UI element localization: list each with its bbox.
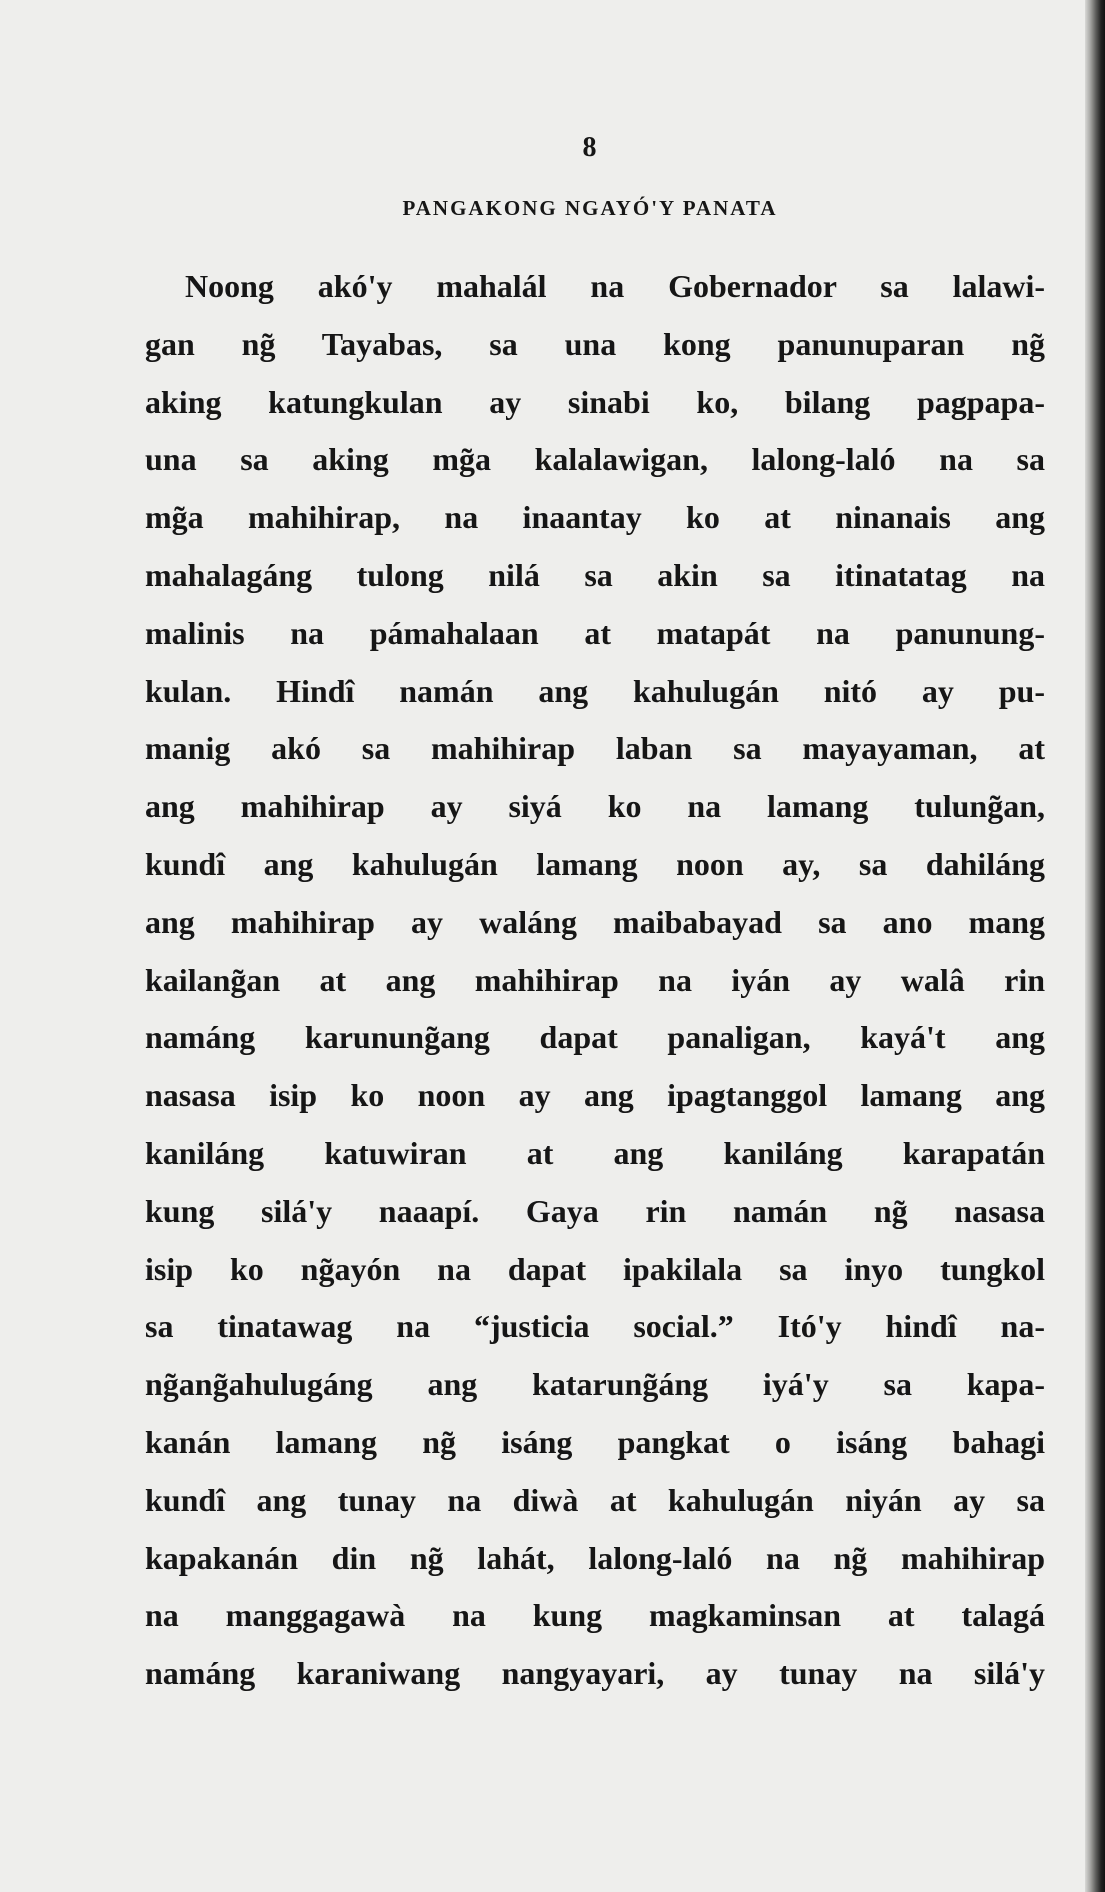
text-line: namáng karaniwang nangyayari, ay tunay na silá'y [145,1655,1045,1692]
text-line: manig akó sa mahihirap laban sa mayayaman, at [145,730,1045,767]
text-line: gan ng̃ Tayabas, sa una kong panunuparan ng̃ [145,325,1045,362]
text-line: aking katungkulan ay sinabi ko, bilang pagpapa- [145,383,1045,420]
text-line: kapakanán din ng̃ lahát, lalong-laló na ng̃ mahihirap [145,1539,1045,1576]
page-binding-edge [1085,0,1105,1892]
text-line: malinis na pámahalaan at matapát na panunung- [145,614,1045,651]
text-line: kailang̃an at ang mahihirap na iyán ay walâ rin [145,961,1045,998]
text-line: kundî ang tunay na diwà at kahulugán niyán ay sa [145,1481,1045,1518]
body-paragraph [145,258,1045,1703]
text-line: kaniláng katuwiran at ang kaniláng karapatán [145,1134,1045,1171]
text-line: kung silá'y naaapí. Gaya rin namán ng̃ nasasa [145,1192,1045,1229]
text-line: namáng karunung̃ang dapat panaligan, kayá't ang [145,1019,1045,1056]
text-line: isip ko ng̃ayón na dapat ipakilala sa inyo tungkol [145,1250,1045,1287]
text-line: nasasa isip ko noon ay ang ipagtanggol lamang ang [145,1077,1045,1114]
running-head: PANGAKONG NGAYÓ'Y PANATA [402,196,778,220]
text-line: na manggagawà na kung magkaminsan at talagá [145,1597,1045,1634]
page-number: 8 [582,132,598,163]
text-line: kanán lamang ng̃ isáng pangkat o isáng bahagi [145,1423,1045,1460]
text-line: kundî ang kahulugán lamang noon ay, sa dahiláng [145,845,1045,882]
text-line: Noong akó'y mahalál na Gobernador sa lalawi- [185,268,1045,304]
text-line: kulan. Hindî namán ang kahulugán nitó ay pu- [145,672,1045,709]
text-line: ng̃ang̃ahulugáng ang katarung̃áng iyá'y sa kapa- [145,1366,1045,1403]
text-line: una sa aking mg̃a kalalawigan, lalong-laló na sa [145,441,1045,478]
text-line: sa tinatawag na “justicia social.” Itó'y hindî na- [145,1308,1045,1345]
text-line: mahalagáng tulong nilá sa akin sa itinatatag na [145,556,1045,593]
text-line: ang mahihirap ay waláng maibabayad sa ano mang [145,903,1045,940]
text-line: mg̃a mahihirap, na inaantay ko at ninanais ang [145,499,1045,536]
text-line: ang mahihirap ay siyá ko na lamang tulung̃an, [145,788,1045,825]
